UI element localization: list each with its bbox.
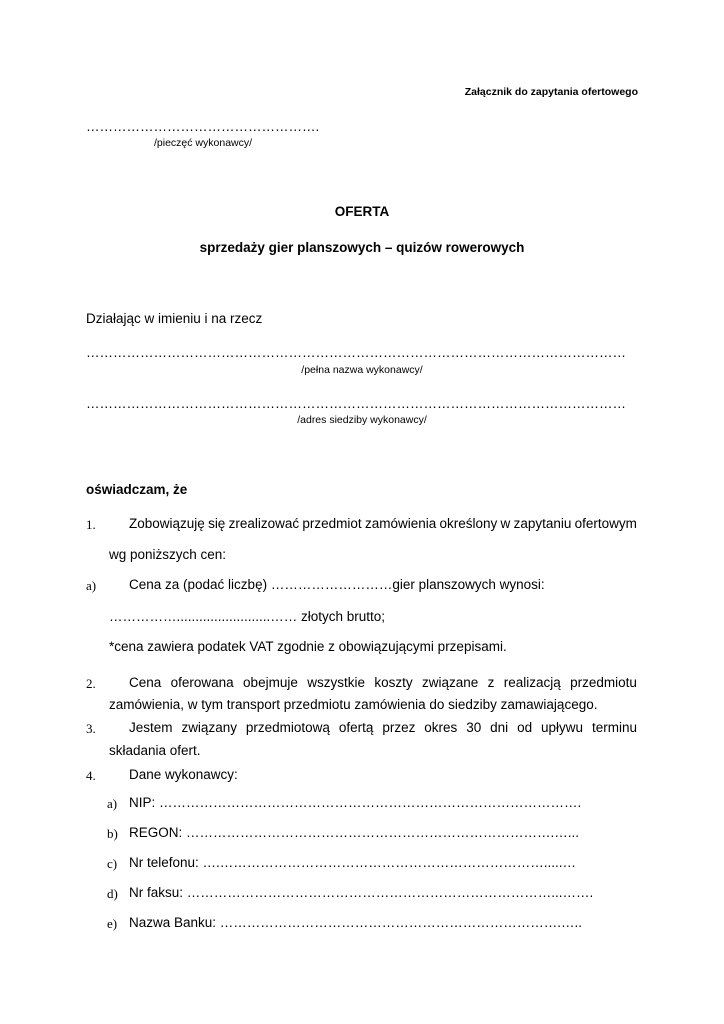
word: w (500, 516, 511, 531)
acting-intro: Działając w imieniu i na rzecz (86, 311, 263, 326)
item-1-number: 1. (86, 517, 96, 532)
item-2-line-2: zamówienia, w tym transport przedmiotu zamówienia do siedziby zamawiającego. (109, 697, 598, 712)
word: związany (181, 720, 237, 735)
word: przedmiotu (570, 675, 637, 690)
word: przedmiotową (245, 720, 330, 735)
field-phone: Nr telefonu: ….……………………………………………………………….....… (129, 855, 577, 870)
field-bank: Nazwa Banku: ………………………………………………………………….….. (129, 915, 583, 930)
word: ofertą (338, 720, 374, 735)
word: wszystkie (307, 675, 365, 690)
word: przez (382, 720, 416, 735)
item-1a-line-2: …………….........................…… złotych brutto; (109, 609, 386, 624)
vat-note: *cena zawiera podatek VAT zgodnie z obowiązującymi przepisami. (109, 639, 507, 654)
item-3-number: 3. (86, 721, 96, 736)
word: Jestem (129, 720, 173, 735)
contractor-name-dots: ………………………………………………………………………………………………………… (86, 345, 626, 360)
word: oferowana (170, 675, 234, 690)
word: terminu (591, 720, 637, 735)
word: się (208, 516, 226, 531)
word: 30 (466, 720, 482, 735)
word: okres (424, 720, 458, 735)
item-3-line-1 (129, 720, 637, 735)
word: realizacją (503, 675, 561, 690)
item-1a-line-1: Cena za (podać liczbę) ………………………gier planszowych wynosi: (129, 577, 545, 592)
contractor-address-dots: ………………………………………………………………………………………………………… (86, 396, 626, 411)
field-regon-letter: b) (107, 826, 118, 841)
word: koszty (374, 675, 413, 690)
item-1-line-1 (129, 516, 637, 531)
field-bank-letter: e) (107, 916, 118, 931)
field-nip-letter: a) (107, 796, 118, 811)
document-subtitle: sprzedaży gier planszowych – quizów rowerowych (199, 240, 525, 255)
item-3-line-2: składania ofert. (109, 743, 201, 758)
declaration-heading: oświadczam, że (86, 482, 188, 497)
item-4-number: 4. (86, 768, 96, 783)
field-phone-letter: c) (107, 856, 118, 871)
item-1a-letter: a) (86, 578, 97, 593)
contractor-name-caption: /pełna nazwa wykonawcy/ (301, 364, 423, 376)
word: dni (490, 720, 509, 735)
word: obejmuje (243, 675, 298, 690)
word: zamówienia (364, 516, 437, 531)
document-title: OFERTA (334, 204, 390, 219)
word: zrealizować (228, 516, 300, 531)
stamp-caption: /pieczęć wykonawcy/ (154, 137, 253, 149)
field-fax: Nr faksu: ………………………………………………………………………...……. (129, 885, 594, 900)
field-nip: NIP: …………………………………………………………………………………. (129, 795, 582, 810)
item-2-line-1 (129, 675, 637, 690)
item-1-line-2: wg poniższych cen: (109, 547, 227, 562)
word: zapytaniu (513, 516, 572, 531)
word: określony (439, 516, 498, 531)
item-2-number: 2. (86, 676, 96, 691)
word: związane (421, 675, 479, 690)
field-fax-letter: d) (107, 886, 118, 901)
word: przedmiot (302, 516, 362, 531)
word: Zobowiązuję (129, 516, 205, 531)
item-4-label: Dane wykonawcy: (129, 767, 238, 782)
word: ofertowym (574, 516, 637, 531)
word: Cena (129, 675, 162, 690)
field-regon: REGON: ……………………………………………………………………….…... (129, 825, 580, 840)
word: od (517, 720, 533, 735)
word: upływu (541, 720, 584, 735)
attachment-label: Załącznik do zapytania ofertowego (464, 86, 638, 98)
contractor-address-caption: /adres siedziby wykonawcy/ (297, 414, 427, 426)
stamp-dots: ……………………………………………. (86, 119, 320, 134)
word: z (487, 675, 495, 690)
